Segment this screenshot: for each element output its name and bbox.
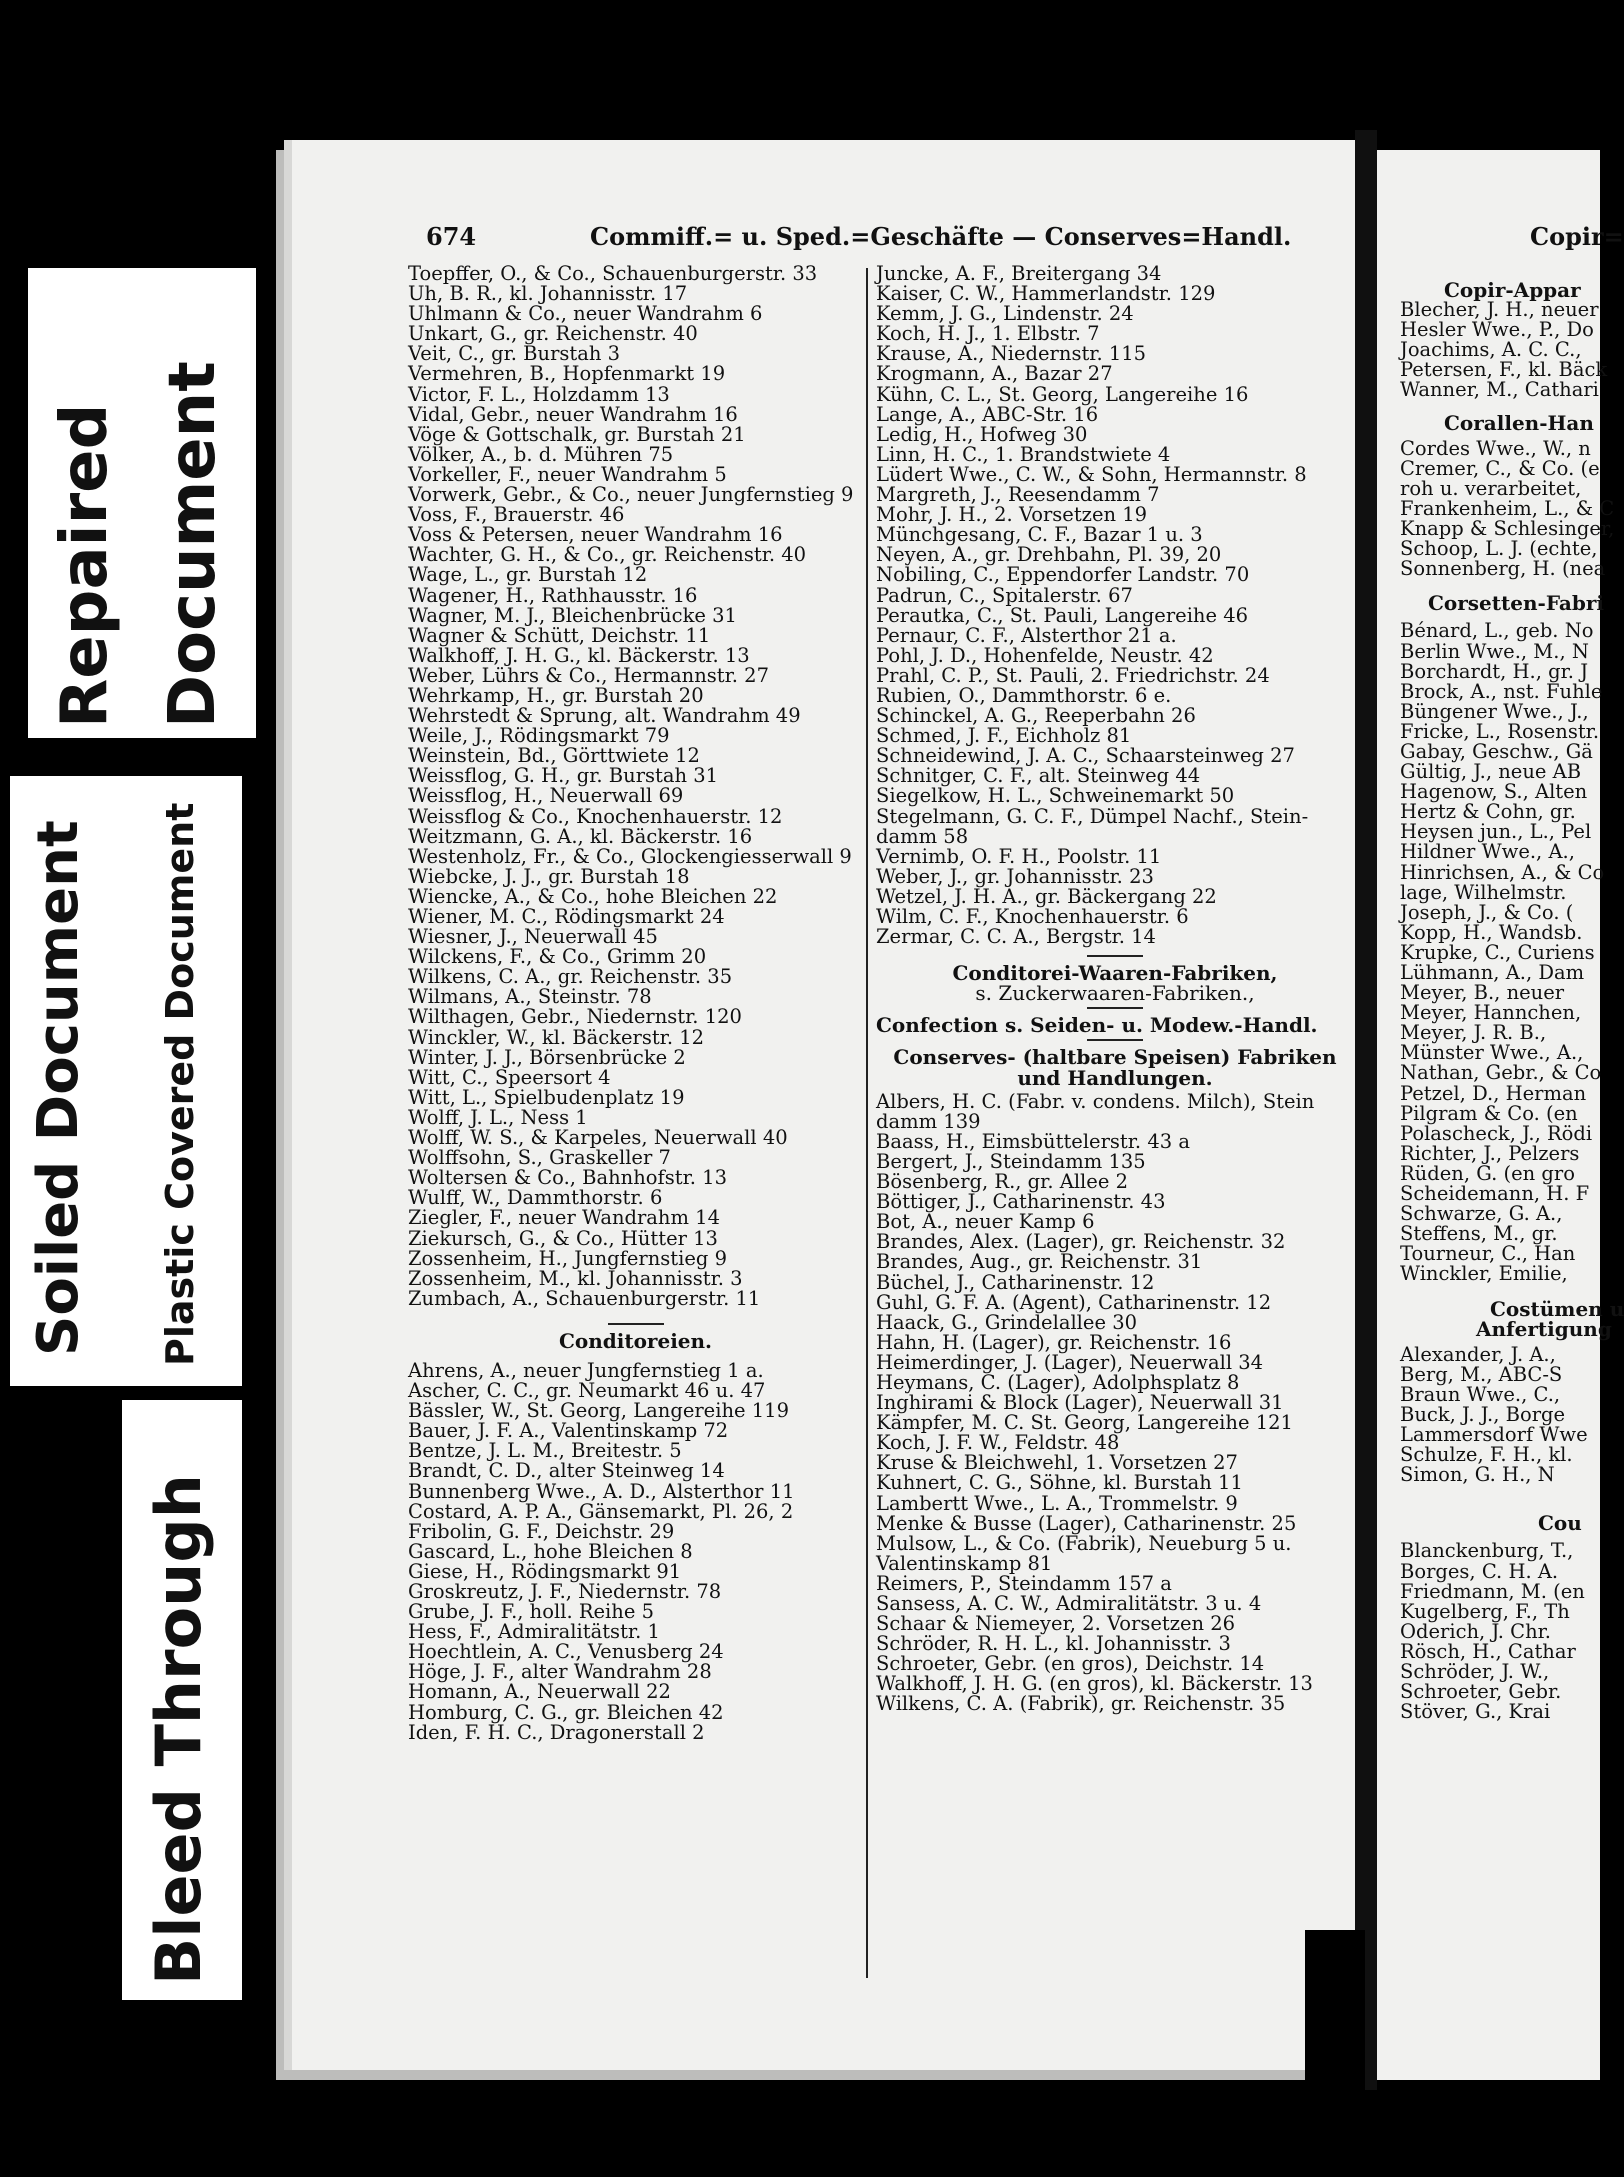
directory-entry: roh u. verarbeitet, [1400, 476, 1582, 500]
column-right [876, 264, 1354, 1715]
section-heading-corsetten: Corsetten-Fabri [1428, 591, 1605, 616]
directory-entry: Wolff, J. L., Ness 1 [408, 1105, 588, 1129]
directory-entry: Buck, J. J., Borge [1400, 1402, 1566, 1426]
directory-entry: Fribolin, G. F., Deichstr. 29 [408, 1519, 675, 1543]
directory-entry: Winckler, Emilie, [1400, 1262, 1568, 1286]
directory-entry: Bergert, J., Steindamm 135 [876, 1149, 1146, 1173]
divider [608, 1323, 664, 1325]
directory-entry: Zermar, C. C. A., Bergstr. 14 [876, 925, 1156, 949]
directory-entry: Wulff, W., Dammthorstr. 6 [408, 1186, 663, 1210]
directory-entry: Weitzmann, G. A., kl. Bäckerstr. 16 [408, 824, 753, 848]
directory-entry: Guhl, G. F. A. (Agent), Catharinenstr. 12 [876, 1290, 1272, 1314]
entry-list [1400, 621, 1624, 1284]
directory-entry: Schroeter, Gebr. (en gros), Deichstr. 14 [876, 1652, 1265, 1676]
directory-entry: Giese, H., Rödingsmarkt 91 [408, 1559, 682, 1583]
directory-entry: Groskreutz, J. F., Niedernstr. 78 [408, 1580, 722, 1603]
directory-entry: Meyer, J. R. B., [1400, 1021, 1547, 1045]
directory-entry: Völker, A., b. d. Mühren 75 [408, 442, 674, 466]
directory-entry: damm 58 [876, 824, 969, 848]
section-subheading-handlungen: und Handlungen. [1017, 1065, 1213, 1090]
section-heading-confection: Confection s. Seiden- u. Modew.-Handl. [876, 1013, 1318, 1038]
column-divider [866, 268, 868, 1978]
directory-entry: Winter, J. J., Börsenbrücke 2 [408, 1045, 686, 1069]
directory-entry: Bot, A., neuer Kamp 6 [876, 1210, 1095, 1234]
directory-entry: Weissflog & Co., Knochenhauerstr. 12 [408, 804, 783, 828]
directory-entry: Wilkens, C. A. (Fabrik), gr. Reichenstr. 35 [876, 1692, 1286, 1716]
directory-entry: Juncke, A. F., Breitergang 34 [876, 262, 1162, 285]
directory-entry: Simon, G. H., N [1400, 1463, 1555, 1487]
directory-entry: Margreth, J., Reesendamm 7 [876, 483, 1160, 507]
directory-entry: Tourneur, C., Han [1400, 1242, 1576, 1266]
section-heading-conserves: Conserves- (haltbare Speisen) Fabriken [893, 1045, 1337, 1070]
directory-entry: Witt, L., Spielbudenplatz 19 [408, 1085, 685, 1109]
directory-entry: Weissflog, H., Neuerwall 69 [408, 784, 684, 808]
directory-entry: Wanner, M., Cathari [1400, 378, 1599, 402]
directory-entry: Toepffer, O., & Co., Schauenburgerstr. 33 [408, 262, 818, 285]
directory-entry: Gabay, Geschw., Gä [1400, 739, 1593, 763]
directory-entry: Reimers, P., Steindamm 157 a [876, 1571, 1172, 1595]
directory-entry: Prahl, C. P., St. Pauli, 2. Friedrichstr. 24 [876, 663, 1270, 687]
directory-entry: Scheidemann, H. F [1400, 1182, 1590, 1206]
directory-entry: Brandes, Alex. (Lager), gr. Reichenstr. 32 [876, 1230, 1286, 1254]
entry-list [408, 1358, 863, 1744]
directory-entry: Wiencke, A., & Co., hohe Bleichen 22 [408, 884, 778, 908]
directory-entry: Joseph, J., & Co. ( [1400, 900, 1574, 924]
directory-entry: Borchardt, H., gr. J [1400, 659, 1589, 683]
directory-entry: Costard, A. P. A., Gänsemarkt, Pl. 26, 2 [408, 1499, 794, 1523]
section-heading-costuemen: Costümen u [1490, 1296, 1624, 1321]
directory-entry: Ziekursch, G., & Co., Hütter 13 [408, 1226, 718, 1250]
directory-entry: Bässler, W., St. Georg, Langereihe 119 [408, 1399, 789, 1423]
directory-entry: Büchel, J., Catharinenstr. 12 [876, 1270, 1155, 1294]
column-facing [1372, 240, 1624, 1980]
section-heading-copir: Copir-Appar [1444, 278, 1581, 302]
directory-entry: Hoechtlein, A. C., Venusberg 24 [408, 1640, 724, 1664]
directory-entry: Cordes Wwe., W., n [1400, 436, 1591, 460]
directory-entry: Rösch, H., Cathar [1400, 1639, 1576, 1663]
directory-entry: Schroeter, Gebr. [1400, 1680, 1562, 1704]
directory-entry: Schröder, J. W., [1400, 1660, 1550, 1683]
directory-entry: Vermehren, B., Hopfenmarkt 19 [408, 362, 726, 386]
directory-entry: Ascher, C. C., gr. Neumarkt 46 u. 47 [408, 1379, 766, 1403]
facing-page-title: Copir= [1530, 222, 1624, 251]
directory-entry: Wiebcke, J. J., gr. Burstah 18 [408, 864, 690, 888]
directory-entry: Bunnenberg Wwe., A. D., Alsterthor 11 [408, 1479, 795, 1503]
directory-entry: Vorwerk, Gebr., & Co., neuer Jungfernstieg 9 [408, 483, 854, 507]
entry-list [876, 264, 1354, 947]
directory-entry: Wehrstedt & Sprung, alt. Wandrahm 49 [408, 704, 801, 728]
directory-entry: lage, Wilhelmstr. [1400, 880, 1567, 904]
directory-entry: Berg, M., ABC-S [1400, 1362, 1563, 1386]
column-left [408, 264, 863, 1743]
entry-list [408, 264, 863, 1309]
directory-entry: Nathan, Gebr., & Co [1400, 1061, 1602, 1085]
directory-entry: Fricke, L., Rosenstr. [1400, 719, 1600, 743]
directory-entry: Wilkens, C. A., gr. Reichenstr. 35 [408, 965, 733, 989]
directory-entry: Winckler, W., kl. Bäckerstr. 12 [408, 1025, 705, 1049]
section-subheading-zuckerwaaren: s. Zuckerwaaren-Fabriken., [975, 981, 1255, 1006]
directory-entry: Wilmans, A., Steinstr. 78 [408, 985, 652, 1009]
directory-entry: Koch, H. J., 1. Elbstr. 7 [876, 322, 1100, 346]
directory-entry: Frankenheim, L., & C [1400, 496, 1615, 520]
directory-entry: Voss, F., Brauerstr. 46 [408, 503, 625, 527]
directory-entry: Knapp & Schlesinger, [1400, 517, 1615, 541]
directory-entry: Rüden, G. (en gro [1400, 1161, 1575, 1185]
directory-entry: Gascard, L., hohe Bleichen 8 [408, 1539, 693, 1563]
directory-entry: Krogmann, A., Bazar 27 [876, 362, 1113, 386]
directory-entry: Krause, A., Niedernstr. 115 [876, 342, 1147, 366]
directory-entry: Hinrichsen, A., & Co [1400, 860, 1605, 884]
directory-entry: Pilgram & Co. (en [1400, 1101, 1578, 1125]
directory-entry: Alexander, J. A., [1400, 1342, 1556, 1366]
soiled-document-label [10, 776, 242, 1386]
directory-entry: Kaiser, C. W., Hammerlandstr. 129 [876, 282, 1216, 306]
entry-list [1400, 436, 1624, 581]
directory-entry: Victor, F. L., Holzdamm 13 [408, 382, 670, 406]
directory-entry: Schmed, J. F., Eichholz 81 [876, 724, 1132, 748]
directory-entry: Polascheck, J., Rödi [1400, 1121, 1593, 1145]
directory-entry: Koch, J. F. W., Feldstr. 48 [876, 1431, 1120, 1455]
bleed-through-label [122, 1400, 242, 2000]
directory-entry: Hildner Wwe., A., [1400, 840, 1575, 864]
directory-entry: Friedmann, M. (en [1400, 1579, 1585, 1603]
directory-entry: Walkhoff, J. H. G., kl. Bäckerstr. 13 [408, 643, 750, 667]
directory-entry: Lühmann, A., Dam [1400, 961, 1585, 984]
directory-entry: Padrun, C., Spitalerstr. 67 [876, 583, 1133, 607]
directory-entry: Sansess, A. C. W., Admiralitätstr. 3 u. 4 [876, 1592, 1262, 1615]
directory-entry: Hesler Wwe., P., Do [1400, 318, 1594, 342]
directory-entry: Woltersen & Co., Bahnhofstr. 13 [408, 1166, 727, 1190]
directory-entry: damm 139 [876, 1109, 981, 1133]
directory-entry: Stegelmann, G. C. F., Dümpel Nachf., Stein- [876, 804, 1309, 828]
entry-list [876, 1089, 1354, 1716]
directory-entry: Kemm, J. G., Lindenstr. 24 [876, 302, 1134, 326]
directory-entry: Neyen, A., gr. Drehbahn, Pl. 39, 20 [876, 543, 1222, 567]
directory-entry: Vernimb, O. F. H., Poolstr. 11 [876, 844, 1162, 868]
directory-entry: Inghirami & Block (Lager), Neuerwall 31 [876, 1391, 1284, 1415]
directory-entry: Zossenheim, M., kl. Johannisstr. 3 [408, 1266, 743, 1290]
directory-entry: Pernaur, C. F., Alsterthor 21 a. [876, 623, 1177, 647]
directory-entry: Wolffsohn, S., Graskeller 7 [408, 1146, 671, 1170]
directory-entry: Hess, F., Admiralitätstr. 1 [408, 1620, 660, 1644]
repaired-document-label [28, 268, 256, 738]
directory-entry: Uh, B. R., kl. Johannisstr. 17 [408, 282, 688, 306]
directory-entry: Schinckel, A. G., Reeperbahn 26 [876, 704, 1196, 728]
directory-entry: Albers, H. C. (Fabr. v. condens. Milch), Stein [876, 1089, 1315, 1113]
binding-tab [1305, 1930, 1365, 2177]
directory-entry: Heymans, C. (Lager), Adolphsplatz 8 [876, 1370, 1240, 1394]
directory-entry: Westenholz, Fr., & Co., Glockengiesserwall 9 [408, 844, 852, 868]
directory-entry: Mohr, J. H., 2. Vorsetzen 19 [876, 503, 1148, 527]
directory-entry: Gültig, J., neue AB [1400, 760, 1582, 784]
directory-entry: Vidal, Gebr., neuer Wandrahm 16 [408, 402, 738, 426]
directory-entry: Mulsow, L., & Co. (Fabrik), Neueburg 5 u. [876, 1531, 1292, 1555]
directory-entry: Sonnenberg, H. (nea [1400, 557, 1606, 581]
directory-entry: Ledig, H., Hofweg 30 [876, 422, 1088, 446]
divider [1087, 1007, 1143, 1009]
directory-entry: Siegelkow, H. L., Schweinemarkt 50 [876, 784, 1235, 808]
directory-entry: Kuhnert, C. G., Söhne, kl. Burstah 11 [876, 1471, 1243, 1495]
directory-entry: Petersen, F., kl. Bäck [1400, 358, 1608, 382]
directory-entry: Vöge & Gottschalk, gr. Burstah 21 [408, 422, 746, 446]
directory-entry: Bentze, J. L. M., Breitestr. 5 [408, 1439, 682, 1463]
directory-entry: Grube, J. F., holl. Reihe 5 [408, 1600, 654, 1624]
directory-entry: Kopp, H., Wandsb. [1400, 920, 1583, 944]
directory-entry: Weinstein, Bd., Görttwiete 12 [408, 744, 700, 768]
directory-entry: Rubien, O., Dammthorstr. 6 e. [876, 683, 1172, 707]
repaired-text: Repaired [48, 403, 122, 728]
directory-entry: Wagener, H., Rathhausstr. 16 [408, 583, 698, 607]
directory-entry: Kruse & Bleichwehl, 1. Vorsetzen 27 [876, 1451, 1238, 1475]
entry-list [1400, 1541, 1624, 1722]
plastic-text: Plastic Covered Document [158, 802, 202, 1366]
directory-entry: Schröder, R. H. L., kl. Johannisstr. 3 [876, 1632, 1231, 1656]
directory-entry: Nobiling, C., Eppendorfer Landstr. 70 [876, 563, 1250, 587]
directory-entry: Iden, F. H. C., Dragonerstall 2 [408, 1720, 705, 1744]
soiled-text: Soiled Document [26, 820, 91, 1356]
directory-entry: Büngener Wwe., J., [1400, 699, 1589, 723]
directory-entry: Unkart, G., gr. Reichenstr. 40 [408, 322, 698, 346]
directory-entry: Wetzel, J. H. A., gr. Bäckergang 22 [876, 884, 1217, 908]
directory-entry: Haack, G., Grindelallee 30 [876, 1310, 1138, 1334]
directory-entry: Heysen jun., L., Pel [1400, 820, 1592, 844]
section-heading-cou: Cou [1538, 1511, 1582, 1536]
section-heading-corallen: Corallen-Han [1444, 410, 1594, 435]
directory-entry: Kämpfer, M. C. St. Georg, Langereihe 121 [876, 1411, 1293, 1435]
directory-entry: Münster Wwe., A., [1400, 1041, 1584, 1065]
document-text: Document [156, 361, 230, 728]
directory-entry: Petzel, D., Herman [1400, 1081, 1587, 1105]
directory-entry: Lammersdorf Wwe [1400, 1423, 1588, 1447]
directory-entry: Schneidewind, J. A. C., Schaarsteinweg 27 [876, 744, 1295, 768]
directory-entry: Meyer, B., neuer [1400, 981, 1565, 1005]
directory-entry: Kühn, C. L., St. Georg, Langereihe 16 [876, 382, 1249, 406]
directory-entry: Hertz & Cohn, gr. [1400, 800, 1576, 824]
directory-entry: Ahrens, A., neuer Jungfernstieg 1 a. [408, 1358, 764, 1382]
directory-entry: Lange, A., ABC-Str. 16 [876, 402, 1099, 426]
directory-entry: Uhlmann & Co., neuer Wandrahm 6 [408, 302, 763, 326]
directory-entry: Brock, A., nst. Fuhle [1400, 679, 1603, 703]
directory-entry: Blecher, J. H., neuer [1400, 298, 1599, 322]
directory-entry: Bauer, J. F. A., Valentinskamp 72 [408, 1419, 729, 1443]
directory-entry: Wagner & Schütt, Deichstr. 11 [408, 623, 711, 647]
directory-entry: Steffens, M., gr. [1400, 1222, 1558, 1246]
divider [1087, 1039, 1143, 1041]
directory-entry: Weber, Lührs & Co., Hermannstr. 27 [408, 663, 769, 687]
directory-entry: Wilckens, F., & Co., Grimm 20 [408, 945, 707, 969]
directory-entry: Kugelberg, F., Th [1400, 1599, 1570, 1623]
directory-entry: Pohl, J. D., Hohenfelde, Neustr. 42 [876, 643, 1214, 667]
directory-entry: Baass, H., Eimsbüttelerstr. 43 a [876, 1129, 1190, 1153]
directory-entry: Zumbach, A., Schauenburgerstr. 11 [408, 1286, 761, 1310]
section-heading-conditorei-waaren: Conditorei-Waaren-Fabriken, [952, 961, 1278, 986]
directory-entry: Weissflog, G. H., gr. Burstah 31 [408, 764, 719, 788]
directory-entry: Lambertt Wwe., L. A., Trommelstr. 9 [876, 1491, 1238, 1515]
directory-entry: Schulze, F. H., kl. [1400, 1443, 1573, 1467]
directory-entry: Voss & Petersen, neuer Wandrahm 16 [408, 523, 783, 547]
directory-entry: Weber, J., gr. Johannisstr. 23 [876, 864, 1154, 888]
page-title: Commiff.= u. Sped.=Geschäfte — Conserves=Handl. [590, 222, 1292, 251]
directory-entry: Vorkeller, F., neuer Wandrahm 5 [408, 462, 727, 486]
directory-entry: Blanckenburg, T., [1400, 1539, 1574, 1563]
directory-entry: Oderich, J. Chr. [1400, 1619, 1552, 1643]
directory-entry: Wachter, G. H., & Co., gr. Reichenstr. 40 [408, 543, 807, 567]
directory-entry: Veit, C., gr. Burstah 3 [408, 342, 621, 366]
entry-list [1400, 1342, 1624, 1487]
directory-entry: Wehrkamp, H., gr. Burstah 20 [408, 683, 704, 707]
directory-entry: Höge, J. F., alter Wandrahm 28 [408, 1660, 712, 1684]
directory-entry: Braun Wwe., C., [1400, 1382, 1561, 1406]
directory-entry: Brandes, Aug., gr. Reichenstr. 31 [876, 1250, 1203, 1274]
directory-entry: Heimerdinger, J. (Lager), Neuerwall 34 [876, 1350, 1264, 1374]
section-subheading-anfertigung: Anfertigung [1476, 1316, 1612, 1341]
directory-entry: Homburg, C. G., gr. Bleichen 42 [408, 1700, 724, 1724]
directory-entry: Perautka, C., St. Pauli, Langereihe 46 [876, 603, 1249, 627]
directory-entry: Lüdert Wwe., C. W., & Sohn, Hermannstr. 8 [876, 462, 1307, 486]
directory-entry: Wage, L., gr. Burstah 12 [408, 563, 648, 587]
directory-entry: Meyer, Hannchen, [1400, 1001, 1582, 1025]
directory-entry: Münchgesang, C. F., Bazar 1 u. 3 [876, 523, 1203, 547]
directory-entry: Menke & Busse (Lager), Catharinenstr. 25 [876, 1511, 1297, 1535]
directory-entry: Berlin Wwe., M., N [1400, 639, 1589, 663]
directory-entry: Wilm, C. F., Knochenhauerstr. 6 [876, 905, 1189, 928]
directory-entry: Bösenberg, R., gr. Allee 2 [876, 1170, 1128, 1194]
directory-entry: Krupke, C., Curiens [1400, 940, 1595, 964]
directory-entry: Richter, J., Pelzers [1400, 1141, 1580, 1165]
directory-entry: Wagner, M. J., Bleichenbrücke 31 [408, 603, 737, 627]
entry-list [1400, 300, 1624, 400]
directory-entry: Hahn, H. (Lager), gr. Reichenstr. 16 [876, 1330, 1232, 1354]
page-number: 674 [426, 222, 477, 251]
directory-entry: Witt, C., Speersort 4 [408, 1065, 611, 1089]
directory-entry: Wolff, W. S., & Karpeles, Neuerwall 40 [408, 1126, 788, 1150]
directory-entry: Borges, C. H. A. [1400, 1559, 1559, 1583]
directory-entry: Weile, J., Rödingsmarkt 79 [408, 724, 670, 748]
directory-entry: Schwarze, G. A., [1400, 1202, 1563, 1226]
directory-entry: Hagenow, S., Alten [1400, 780, 1588, 804]
directory-entry: Ziegler, F., neuer Wandrahm 14 [408, 1206, 720, 1230]
directory-entry: Cremer, C., & Co. (e [1400, 456, 1600, 480]
bleed-text: Bleed Through [142, 1474, 215, 1985]
directory-entry: Homann, A., Neuerwall 22 [408, 1680, 671, 1704]
directory-entry: Linn, H. C., 1. Brandstwiete 4 [876, 442, 1171, 466]
directory-entry: Wiener, M. C., Rödingsmarkt 24 [408, 905, 725, 928]
section-heading-conditoreien: Conditoreien. [558, 1328, 713, 1353]
divider [1087, 955, 1143, 957]
directory-entry: Valentinskamp 81 [876, 1551, 1053, 1575]
directory-entry: Bénard, L., geb. No [1400, 619, 1594, 643]
directory-entry: Schaar & Niemeyer, 2. Vorsetzen 26 [876, 1612, 1236, 1636]
directory-entry: Zossenheim, H., Jungfernstieg 9 [408, 1246, 727, 1270]
directory-entry: Joachims, A. C. C., [1400, 338, 1582, 362]
directory-entry: Böttiger, J., Catharinenstr. 43 [876, 1190, 1166, 1214]
directory-entry: Walkhoff, J. H. G. (en gros), kl. Bäckerstr. 13 [876, 1672, 1313, 1696]
directory-entry: Brandt, C. D., alter Steinweg 14 [408, 1459, 725, 1483]
directory-entry: Stöver, G., Krai [1400, 1700, 1551, 1724]
directory-entry: Wilthagen, Gebr., Niedernstr. 120 [408, 1005, 742, 1029]
directory-entry: Wiesner, J., Neuerwall 45 [408, 925, 658, 949]
directory-entry: Schnitger, C. F., alt. Steinweg 44 [876, 764, 1201, 788]
directory-entry: Schoop, L. J. (echte, [1400, 537, 1598, 561]
